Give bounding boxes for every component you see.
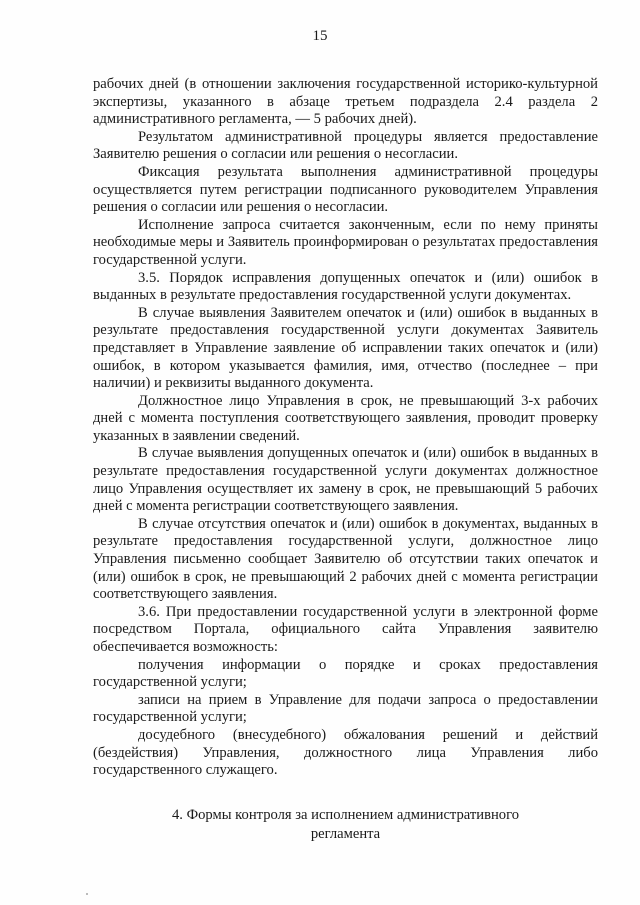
scan-artifact <box>86 893 88 895</box>
paragraph-section-3-5: 3.5. Порядок исправления допущенных опечаток и (или) ошибок в выданных в результате предоставления государственной услуги документах. <box>93 269 598 304</box>
paragraph-section-3-6: 3.6. При предоставлении государственной услуги в электронной форме посредством Портала, официального сайта Управления заявителю обеспечивается возможность: <box>93 603 598 655</box>
paragraph-official-check: Должностное лицо Управления в срок, не превышающий 3-х рабочих дней с момента поступления соответствующего заявления, проводит проверку указанных в заявлении сведений. <box>93 392 598 444</box>
list-item-appeal: досудебного (внесудебного) обжалования решений и действий (бездействия) Управления, должностного лица Управления либо государственного служащего. <box>93 726 598 779</box>
list-item-information: получения информации о порядке и сроках предоставления государственной услуги; <box>93 656 598 691</box>
body-text <box>93 76 598 780</box>
paragraph-procedure-result: Результатом административной процедуры является предоставление Заявителю решения о согласии или решения о несогласии. <box>93 128 598 163</box>
paragraph-request-completion: Исполнение запроса считается законченным, если по нему приняты необходимые меры и Заявитель проинформирован о результатах предоставления государственной услуги. <box>93 216 598 268</box>
list-item-appointment: записи на прием в Управление для подачи запроса о предоставлении государственной услуги; <box>93 691 598 726</box>
page-number: 15 <box>312 28 328 44</box>
paragraph-result-fixation: Фиксация результата выполнения административной процедуры осуществляется путем регистрации подписанного руководителем Управления решения о согласии или решения о несогласии. <box>93 163 598 216</box>
section-heading-line-2: регламента <box>310 826 381 842</box>
section-heading-line-1: 4. Формы контроля за исполнением административного <box>172 807 519 823</box>
paragraph-error-replacement: В случае выявления допущенных опечаток и (или) ошибок в выданных в результате предоставления государственной услуги документах должностное лицо Управления осуществляет их замену в срок, не превышающий 5 рабочих дней с момента регистрации соответствующего заявления. <box>93 445 598 515</box>
paragraph-continuation: рабочих дней (в отношении заключения государственной историко-культурной экспертизы, указанного в абзаце третьем подраздела 2.4 раздела 2 административного регламента, — 5 рабочих дней). <box>93 76 598 128</box>
paragraph-no-errors: В случае отсутствия опечаток и (или) ошибок в документах, выданных в результате предоставления государственной услуги, должностное лицо Управления письменно сообщает Заявителю об отсутствии таких опечаток и (или) ошибок в срок, не превышающий 2 рабочих дней с момента регистрации соответствующего заявления. <box>93 515 598 603</box>
paragraph-error-detection: В случае выявления Заявителем опечаток и (или) ошибок в выданных в результате предоставления государственной услуги документах Заявитель представляет в Управление заявление об исправлении таких опечаток и (или) ошибок, в котором указывается фамилия, имя, отчество (последнее – при наличии) и реквизиты выданного документа. <box>93 304 598 392</box>
section-heading <box>93 806 598 844</box>
